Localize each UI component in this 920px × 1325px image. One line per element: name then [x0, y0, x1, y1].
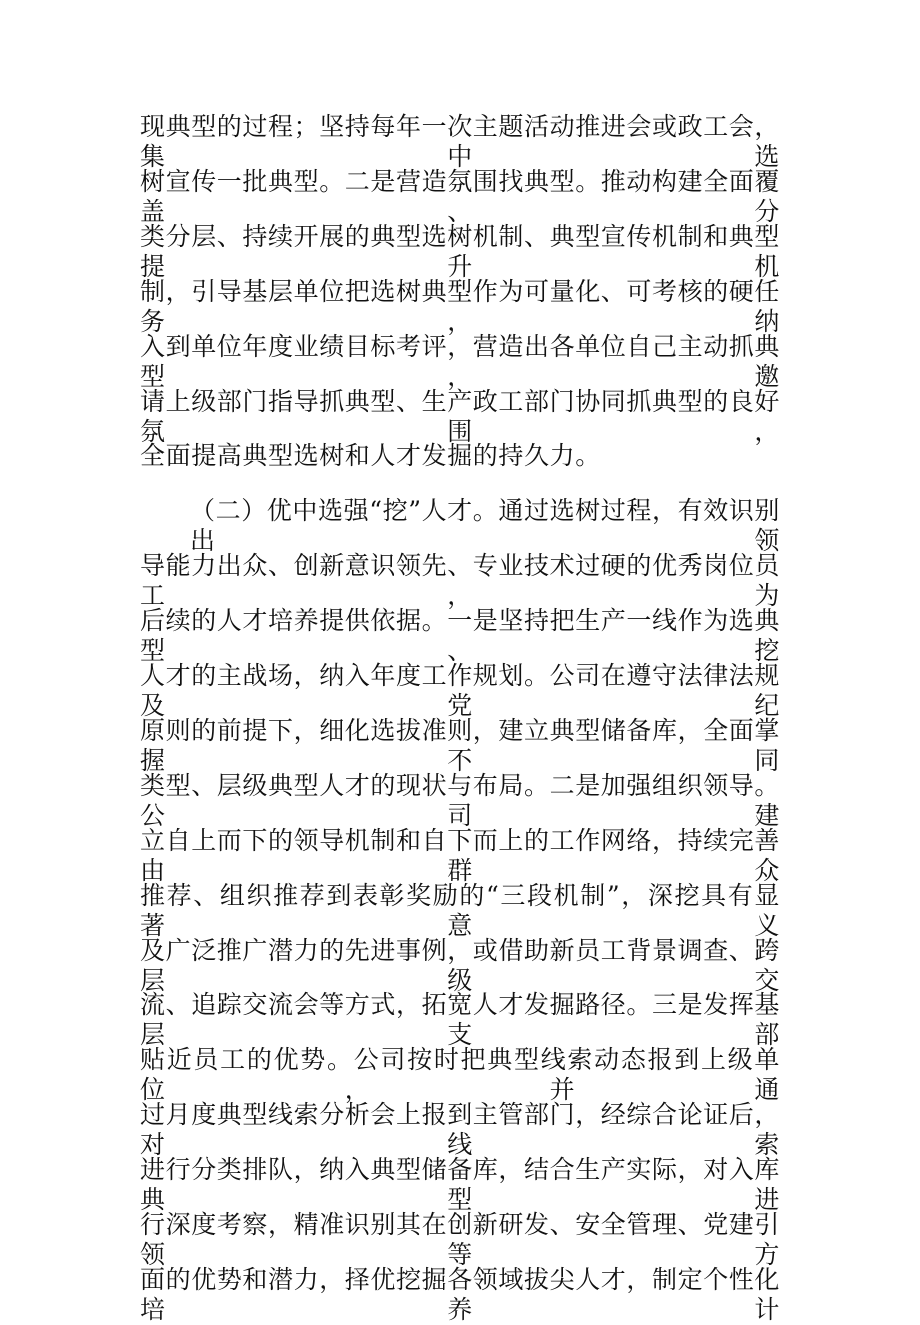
text-line-12: 原则的前提下，细化选拔准则，建立典型储备库，全面掌握不同: [140, 716, 781, 775]
text-line-4: 制，引导基层单位把选树典型作为可量化、可考核的硬任务，纳: [140, 277, 781, 336]
text-line-22: 面的优势和潜力，择优挖掘各领域拔尖人才，制定个性化培养计: [140, 1265, 781, 1324]
text-line-6: 请上级部门指导抓典型、生产政工部门协同抓典型的良好氛围，: [140, 387, 781, 446]
text-line-13: 类型、层级典型人才的现状与布局。二是加强组织领导。公司建: [140, 771, 781, 830]
text-line-18: 贴近员工的优势。公司按时把典型线索动态报到上级单位，并通: [140, 1045, 780, 1104]
text-line-10: 后续的人才培养提供依据。一是坚持把生产一线作为选典型、挖: [140, 606, 781, 665]
text-line-14: 立自上而下的领导机制和自下而上的工作网络，持续完善由群众: [140, 826, 781, 885]
text-line-9: 导能力出众、创新意识领先、专业技术过硬的优秀岗位员工，为: [140, 551, 781, 610]
text-line-15: 推荐、组织推荐到表彰奖励的“三段机制”，深挖具有显著意义: [140, 881, 780, 940]
text-line-7: 全面提高典型选树和人才发掘的持久力。: [140, 441, 601, 470]
text-line-20: 进行分类排队，纳入典型储备库，结合生产实际，对入库典型进: [140, 1155, 781, 1214]
text-line-5: 入到单位年度业绩目标考评，营造出各单位自己主动抓典型，邀: [140, 332, 781, 391]
text-line-3: 类分层、持续开展的典型选树机制、典型宣传机制和典型提升机: [140, 222, 781, 281]
text-line-8: （二）优中选强“挖”人才。通过选树过程，有效识别出领: [190, 496, 780, 555]
text-line-21: 行深度考察，精准识别其在创新研发、安全管理、党建引领等方: [140, 1210, 781, 1269]
text-line-2: 树宣传一批典型。二是营造氛围找典型。推动构建全面覆盖、分: [140, 167, 781, 226]
text-line-16: 及广泛推广潜力的先进事例，或借助新员工背景调查、跨层级交: [140, 936, 781, 995]
text-line-19: 过月度典型线索分析会上报到主管部门，经综合论证后，对线索: [140, 1100, 781, 1159]
text-line-11: 人才的主战场，纳入年度工作规划。公司在遵守法律法规及党纪: [140, 661, 781, 720]
text-line-17: 流、追踪交流会等方式，拓宽人才发掘路径。三是发挥基层支部: [140, 990, 781, 1049]
text-line-1: 现典型的过程；坚持每年一次主题活动推进会或政工会，集中选: [140, 112, 781, 171]
